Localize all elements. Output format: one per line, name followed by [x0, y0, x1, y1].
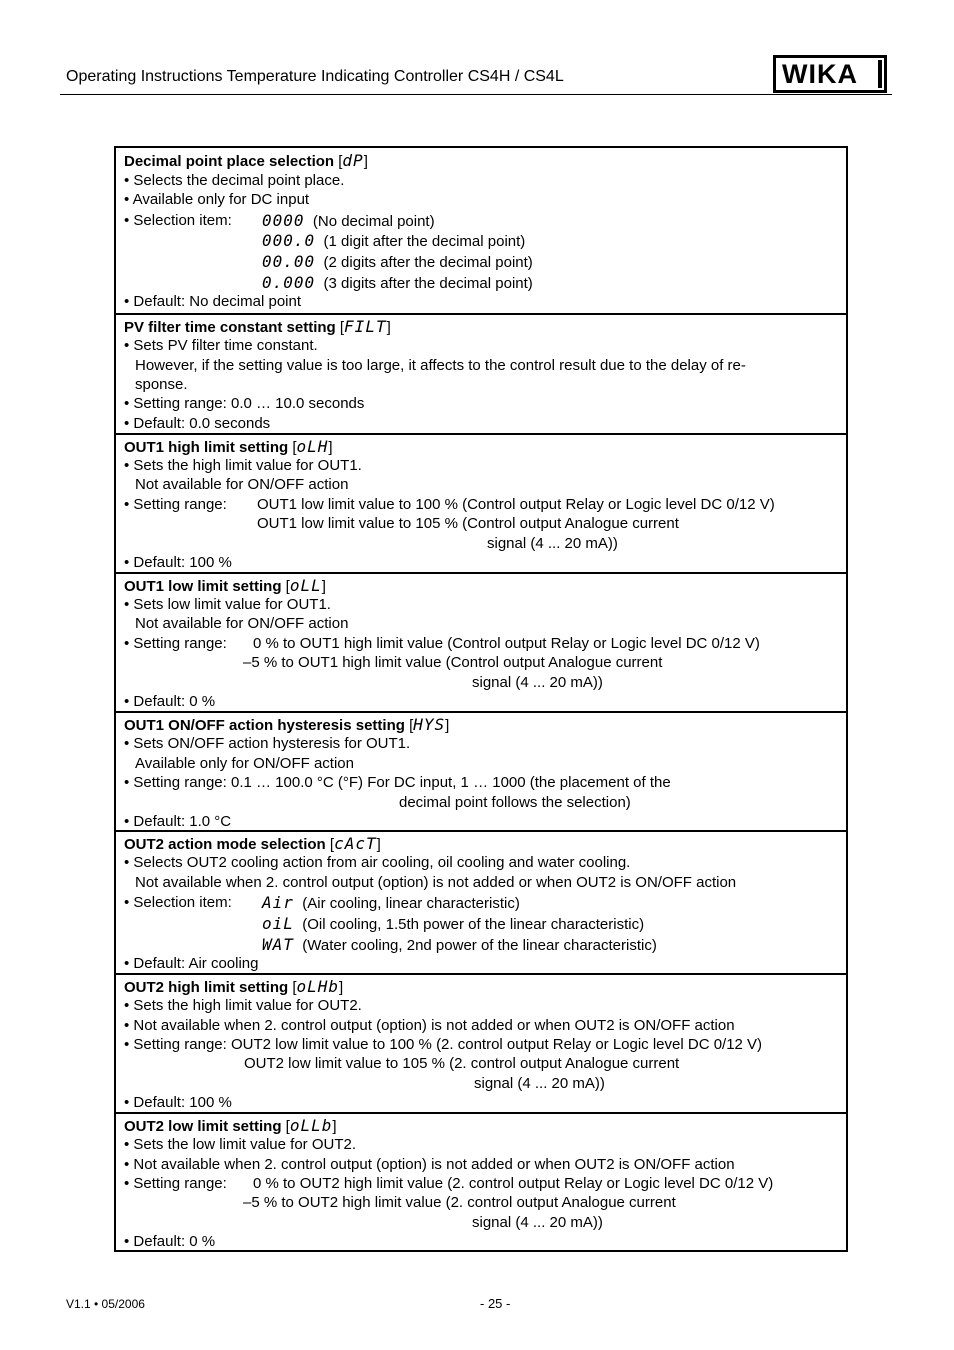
text-line: Not available for ON/OFF action: [135, 476, 349, 493]
text-line: • Default: 0.0 seconds: [124, 415, 271, 432]
text-line: • Setting range:: [124, 496, 227, 513]
text-line: Available only for ON/OFF action: [135, 755, 354, 772]
text-line: Not available for ON/OFF action: [135, 615, 349, 632]
text-line: • Default: No decimal point: [124, 293, 302, 310]
text-line: • Sets PV filter time constant.: [124, 337, 318, 354]
section-out1-low-limit: [116, 572, 846, 711]
text-line: • Selects the decimal point place.: [124, 172, 345, 189]
section-heading: OUT1 high limit setting [oLH]: [124, 437, 333, 456]
text-line: • Setting range:: [124, 635, 227, 652]
section-heading: OUT1 ON/OFF action hysteresis setting [HYS]: [124, 715, 450, 734]
text-line: • Sets the high limit value for OUT1.: [124, 457, 362, 474]
text-line: • Available only for DC input: [124, 191, 310, 208]
text-line: 0 % to OUT1 high limit value (Control output Relay or Logic level DC 0/12 V): [253, 635, 760, 652]
text-line: signal (4 ... 20 mA)): [487, 535, 618, 552]
footer-page-number: - 25 -: [480, 1296, 511, 1311]
text-line: However, if the setting value is too large, it affects to the control result due to the delay of re-: [135, 357, 746, 374]
text-line: OUT1 low limit value to 100 % (Control output Relay or Logic level DC 0/12 V): [257, 496, 775, 513]
footer-version: V1.1 • 05/2006: [66, 1297, 145, 1311]
text-line: • Setting range:: [124, 1175, 227, 1192]
text-line: • Default: 0 %: [124, 693, 216, 710]
section-out2-action-mode: [116, 830, 846, 973]
parameter-table: [114, 146, 848, 1252]
text-line: • Default: 1.0 °C: [124, 813, 232, 830]
header-rule: [60, 94, 892, 95]
text-line: signal (4 ... 20 mA)): [472, 1214, 603, 1231]
text-line: –5 % to OUT2 high limit value (2. control output Analogue current: [243, 1194, 676, 1211]
section-out2-low-limit: [116, 1112, 846, 1250]
text-line: OUT1 low limit value to 105 % (Control output Analogue current: [257, 515, 679, 532]
selection-item: 0000 (No decimal point): [262, 211, 435, 230]
text-line: • Default: Air cooling: [124, 955, 259, 972]
text-line: • Sets the low limit value for OUT2.: [124, 1136, 356, 1153]
text-line: • Sets ON/OFF action hysteresis for OUT1.: [124, 735, 411, 752]
section-heading: OUT2 low limit setting [oLLb]: [124, 1116, 337, 1135]
section-out2-high-limit: [116, 973, 846, 1112]
text-line: • Default: 100 %: [124, 1094, 232, 1111]
text-line: • Setting range: 0.1 … 100.0 °C (°F) For DC input, 1 … 1000 (the placement of the: [124, 774, 671, 791]
text-line: signal (4 ... 20 mA)): [474, 1075, 605, 1092]
section-decimal-point: [116, 148, 846, 313]
selection-item: 00.00 (2 digits after the decimal point): [262, 252, 533, 271]
section-heading: Decimal point place selection [dP]: [124, 151, 368, 170]
selection-item: 0.000 (3 digits after the decimal point): [262, 273, 533, 292]
section-heading: OUT2 high limit setting [oLHb]: [124, 977, 344, 996]
text-line: • Selects OUT2 cooling action from air cooling, oil cooling and water cooling.: [124, 854, 631, 871]
text-line: • Default: 0 %: [124, 1233, 216, 1250]
text-line: • Sets low limit value for OUT1.: [124, 596, 331, 613]
section-out1-hysteresis: [116, 711, 846, 830]
text-line: • Setting range: 0.0 … 10.0 seconds: [124, 395, 365, 412]
text-line: • Selection item:: [124, 212, 232, 229]
text-line: • Default: 100 %: [124, 554, 232, 571]
text-line: sponse.: [135, 376, 188, 393]
text-line: • Selection item:: [124, 894, 232, 911]
page-header-title: Operating Instructions Temperature Indicating Controller CS4H / CS4L: [66, 68, 564, 85]
selection-item: WAT (Water cooling, 2nd power of the linear characteristic): [262, 935, 657, 954]
text-line: • Not available when 2. control output (option) is not added or when OUT2 is ON/OFF action: [124, 1017, 735, 1034]
wika-logo: [773, 55, 887, 93]
text-line: signal (4 ... 20 mA)): [472, 674, 603, 691]
section-heading: OUT2 action mode selection [cAcT]: [124, 834, 381, 853]
text-line: • Setting range: OUT2 low limit value to 100 % (2. control output Relay or Logic level DC 0/12 V): [124, 1036, 763, 1053]
section-pv-filter: [116, 313, 846, 433]
section-heading: PV filter time constant setting [FILT]: [124, 317, 391, 336]
selection-item: Air (Air cooling, linear characteristic): [262, 893, 520, 912]
section-heading: OUT1 low limit setting [oLL]: [124, 576, 326, 595]
text-line: OUT2 low limit value to 105 % (2. control output Analogue current: [244, 1055, 680, 1072]
text-line: Not available when 2. control output (option) is not added or when OUT2 is ON/OFF action: [135, 874, 737, 891]
text-line: 0 % to OUT2 high limit value (2. control output Relay or Logic level DC 0/12 V): [253, 1175, 774, 1192]
selection-item: 000.0 (1 digit after the decimal point): [262, 231, 526, 250]
text-line: –5 % to OUT1 high limit value (Control output Analogue current: [243, 654, 663, 671]
selection-item: oiL (Oil cooling, 1.5th power of the linear characteristic): [262, 914, 645, 933]
text-line: • Sets the high limit value for OUT2.: [124, 997, 362, 1014]
text-line: decimal point follows the selection): [399, 794, 631, 811]
text-line: • Not available when 2. control output (option) is not added or when OUT2 is ON/OFF action: [124, 1156, 735, 1173]
section-out1-high-limit: [116, 433, 846, 572]
wika-logo-text: WIKA: [782, 59, 858, 89]
